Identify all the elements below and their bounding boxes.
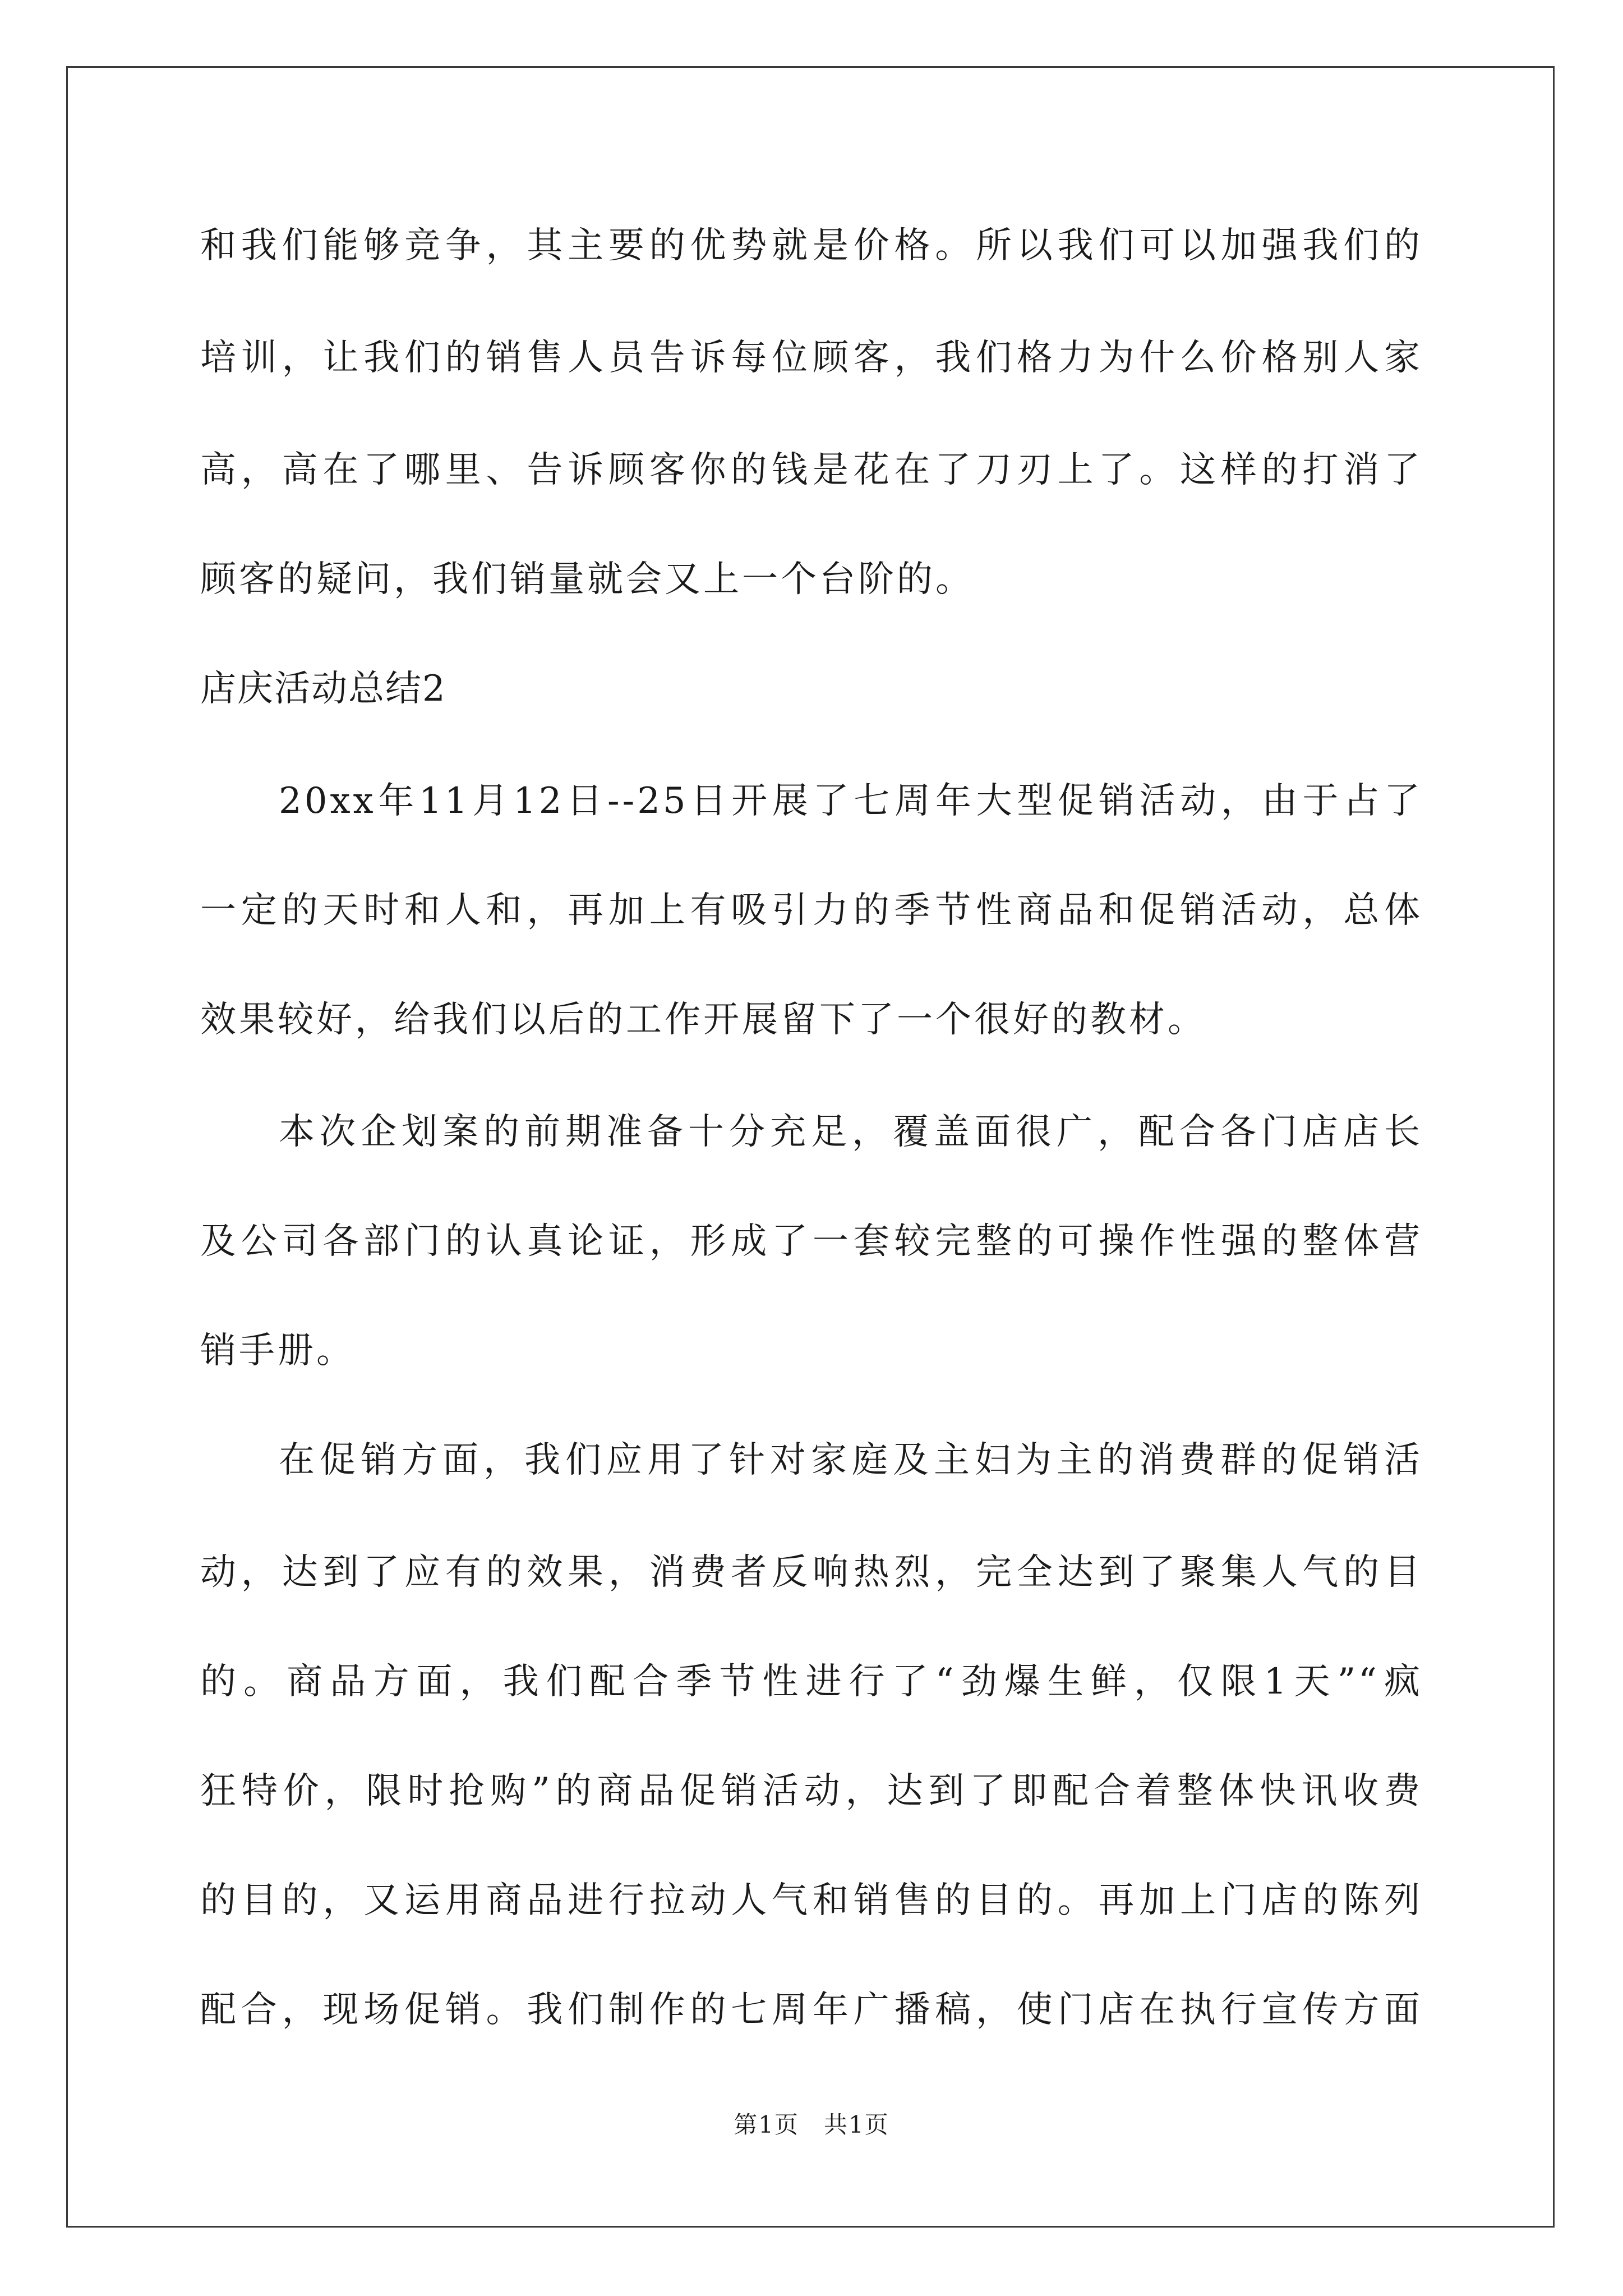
- text-line: 效果较好，给我们以后的工作开展留下了一个很好的教材。: [200, 999, 1206, 1041]
- text-line: 培训，让我们的销售人员告诉每位顾客，我们格力为什么价格别人家: [200, 337, 1423, 379]
- text-line: 配合，现场促销。我们制作的七周年广播稿，使门店在执行宣传方面: [200, 1989, 1423, 2031]
- text-line: 一定的天时和人和，再加上有吸引力的季节性商品和促销活动，总体: [200, 890, 1423, 931]
- text-line: 顾客的疑问，我们销量就会又上一个台阶的。: [200, 559, 974, 600]
- text-line: 销手册。: [200, 1330, 355, 1372]
- text-line: 动，达到了应有的效果，消费者反响热烈，完全达到了聚集人气的目: [200, 1552, 1423, 1593]
- page-footer: 第1页 共1页: [734, 2111, 889, 2138]
- text-line: 和我们能够竞争，其主要的优势就是价格。所以我们可以加强我们的: [200, 225, 1423, 266]
- text-line: 的目的，又运用商品进行拉动人气和销售的目的。再加上门店的陈列: [200, 1880, 1423, 1921]
- text-line: 本次企划案的前期准备十分充足，覆盖面很广，配合各门店店长: [279, 1111, 1423, 1153]
- text-line: 在促销方面，我们应用了针对家庭及主妇为主的消费群的促销活: [279, 1439, 1423, 1481]
- text-line: 及公司各部门的认真论证，形成了一套较完整的可操作性强的整体营: [200, 1221, 1423, 1262]
- section-title: 店庆活动总结2: [200, 668, 446, 710]
- text-line: 高，高在了哪里、告诉顾客你的钱是花在了刀刃上了。这样的打消了: [200, 449, 1423, 491]
- text-line: 的。商品方面，我们配合季节性进行了“劲爆生鲜，仅限1天”“疯: [200, 1661, 1423, 1703]
- text-line: 狂特价，限时抢购”的商品促销活动，达到了即配合着整体快讯收费: [200, 1770, 1423, 1812]
- text-line: 20xx年11月12日--25日开展了七周年大型促销活动，由于占了: [279, 780, 1423, 822]
